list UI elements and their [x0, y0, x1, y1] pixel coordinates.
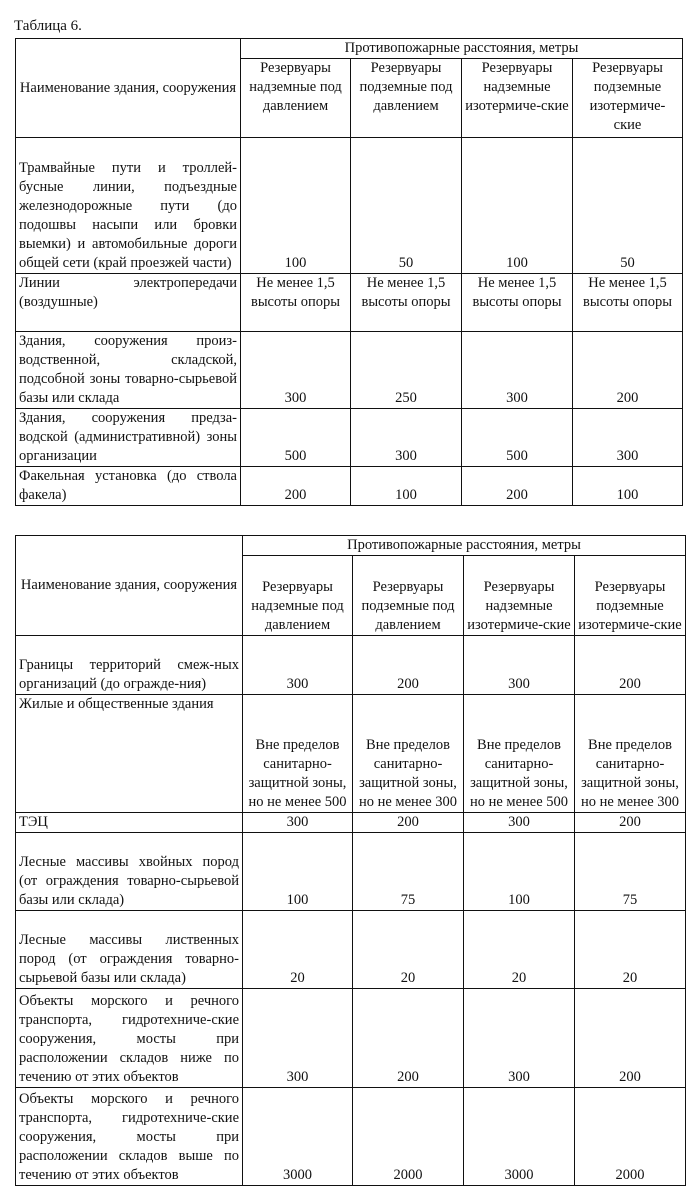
cell-value: 300: [573, 409, 683, 467]
row-name: ТЭЦ: [16, 812, 243, 832]
cell-value: 2000: [353, 1087, 464, 1185]
cell-value: 300: [462, 332, 573, 409]
cell-value: Вне пределов санитарно-защитной зоны, но не менее 500: [464, 695, 575, 813]
cell-value: 100: [243, 833, 353, 911]
cell-value: 300: [351, 409, 462, 467]
cell-value: 200: [573, 332, 683, 409]
table-row: [16, 636, 686, 695]
cell-value: 50: [573, 138, 683, 274]
cell-value: Не менее 1,5 высоты опоры: [573, 274, 683, 332]
table-row: [16, 695, 686, 813]
table-row: [16, 911, 686, 989]
header-col: Резервуары надземные изотермиче-ские: [464, 556, 575, 636]
cell-value: 300: [464, 812, 575, 832]
cell-value: 500: [462, 409, 573, 467]
table-row: [16, 332, 683, 409]
cell-value: 75: [353, 833, 464, 911]
header-col: Резервуары подземные под давлением: [353, 556, 464, 636]
cell-value: 20: [464, 911, 575, 989]
cell-value: 200: [462, 467, 573, 506]
row-name: Факельная установка (до ствола факела): [16, 467, 241, 506]
cell-value: 200: [353, 636, 464, 695]
header-col: Резервуары подземные изотермиче-ские: [575, 556, 686, 636]
header-col: Резервуары надземные под давлением: [243, 556, 353, 636]
cell-value: 3000: [464, 1087, 575, 1185]
cell-value: 200: [575, 812, 686, 832]
cell-value: 100: [241, 138, 351, 274]
row-name: Здания, сооружения предза-водской (административной) зоны организации: [16, 409, 241, 467]
row-name: Объекты морского и речного транспорта, гидротехниче-ские сооружения, мосты при расположении складов выше по течению от этих объектов: [16, 1087, 243, 1185]
fire-distance-table-1: [15, 38, 683, 506]
header-name-col: Наименование здания, сооружения: [16, 536, 243, 636]
row-name: Лесные массивы лиственных пород (от ограждения товарно-сырьевой базы или склада): [16, 911, 243, 989]
header-col: Резервуары надземные изотермиче-ские: [462, 59, 573, 138]
header-col: Резервуары надземные под давлением: [241, 59, 351, 138]
header-name-col: Наименование здания, сооружения: [16, 39, 241, 138]
header-super: Противопожарные расстояния, метры: [243, 536, 686, 556]
cell-value: Не менее 1,5 высоты опоры: [351, 274, 462, 332]
cell-value: 300: [243, 636, 353, 695]
cell-value: 100: [351, 467, 462, 506]
cell-value: 300: [241, 332, 351, 409]
cell-value: 100: [462, 138, 573, 274]
cell-value: 200: [575, 989, 686, 1087]
table-row: [16, 833, 686, 911]
header-col: Резервуары подземные под давлением: [351, 59, 462, 138]
cell-value: 75: [575, 833, 686, 911]
row-name: Жилые и общественные здания: [16, 695, 243, 813]
cell-value: 300: [243, 812, 353, 832]
table-row: [16, 409, 683, 467]
row-name: Границы территорий смеж-ных организаций (до огражде-ния): [16, 636, 243, 695]
row-name: Здания, сооружения произ-водственной, складской, подсобной зоны товарно-сырьевой базы или склада: [16, 332, 241, 409]
row-name: Лесные массивы хвойных пород (от ограждения товарно-сырьевой базы или склада): [16, 833, 243, 911]
cell-value: 200: [575, 636, 686, 695]
row-name: Трамвайные пути и троллей-бусные линии, подъездные железнодорожные пути (до подошвы насыпи или бровки выемки) и автомобильные дороги общей сети (край проезжей части): [16, 138, 241, 274]
cell-value: 300: [464, 636, 575, 695]
fire-distance-table-2: [15, 535, 686, 1186]
cell-value: Вне пределов санитарно-защитной зоны, но не менее 500: [243, 695, 353, 813]
cell-value: 50: [351, 138, 462, 274]
cell-value: 200: [353, 989, 464, 1087]
table-row: [16, 274, 683, 332]
cell-value: Вне пределов санитарно-защитной зоны, но не менее 300: [353, 695, 464, 813]
cell-value: 2000: [575, 1087, 686, 1185]
cell-value: 20: [243, 911, 353, 989]
table-row: [16, 1087, 686, 1185]
table-row: [16, 138, 683, 274]
cell-value: 20: [575, 911, 686, 989]
table-row: [16, 812, 686, 832]
cell-value: Не менее 1,5 высоты опоры: [462, 274, 573, 332]
cell-value: 500: [241, 409, 351, 467]
header-col: Резервуары подземные изотермиче-ские: [573, 59, 683, 138]
cell-value: 200: [353, 812, 464, 832]
table-row: [16, 989, 686, 1087]
header-super: Противопожарные расстояния, метры: [241, 39, 683, 59]
row-name: Объекты морского и речного транспорта, гидротехниче-ские сооружения, мосты при расположении складов ниже по течению от этих объектов: [16, 989, 243, 1087]
cell-value: Вне пределов санитарно-защитной зоны, но не менее 300: [575, 695, 686, 813]
cell-value: 100: [573, 467, 683, 506]
cell-value: 200: [241, 467, 351, 506]
row-name: Линии электропередачи (воздушные): [16, 274, 241, 332]
cell-value: 100: [464, 833, 575, 911]
cell-value: Не менее 1,5 высоты опоры: [241, 274, 351, 332]
cell-value: 300: [243, 989, 353, 1087]
cell-value: 20: [353, 911, 464, 989]
cell-value: 3000: [243, 1087, 353, 1185]
cell-value: 300: [464, 989, 575, 1087]
table-row: [16, 467, 683, 506]
cell-value: 250: [351, 332, 462, 409]
table-caption: Таблица 6.: [14, 18, 82, 34]
